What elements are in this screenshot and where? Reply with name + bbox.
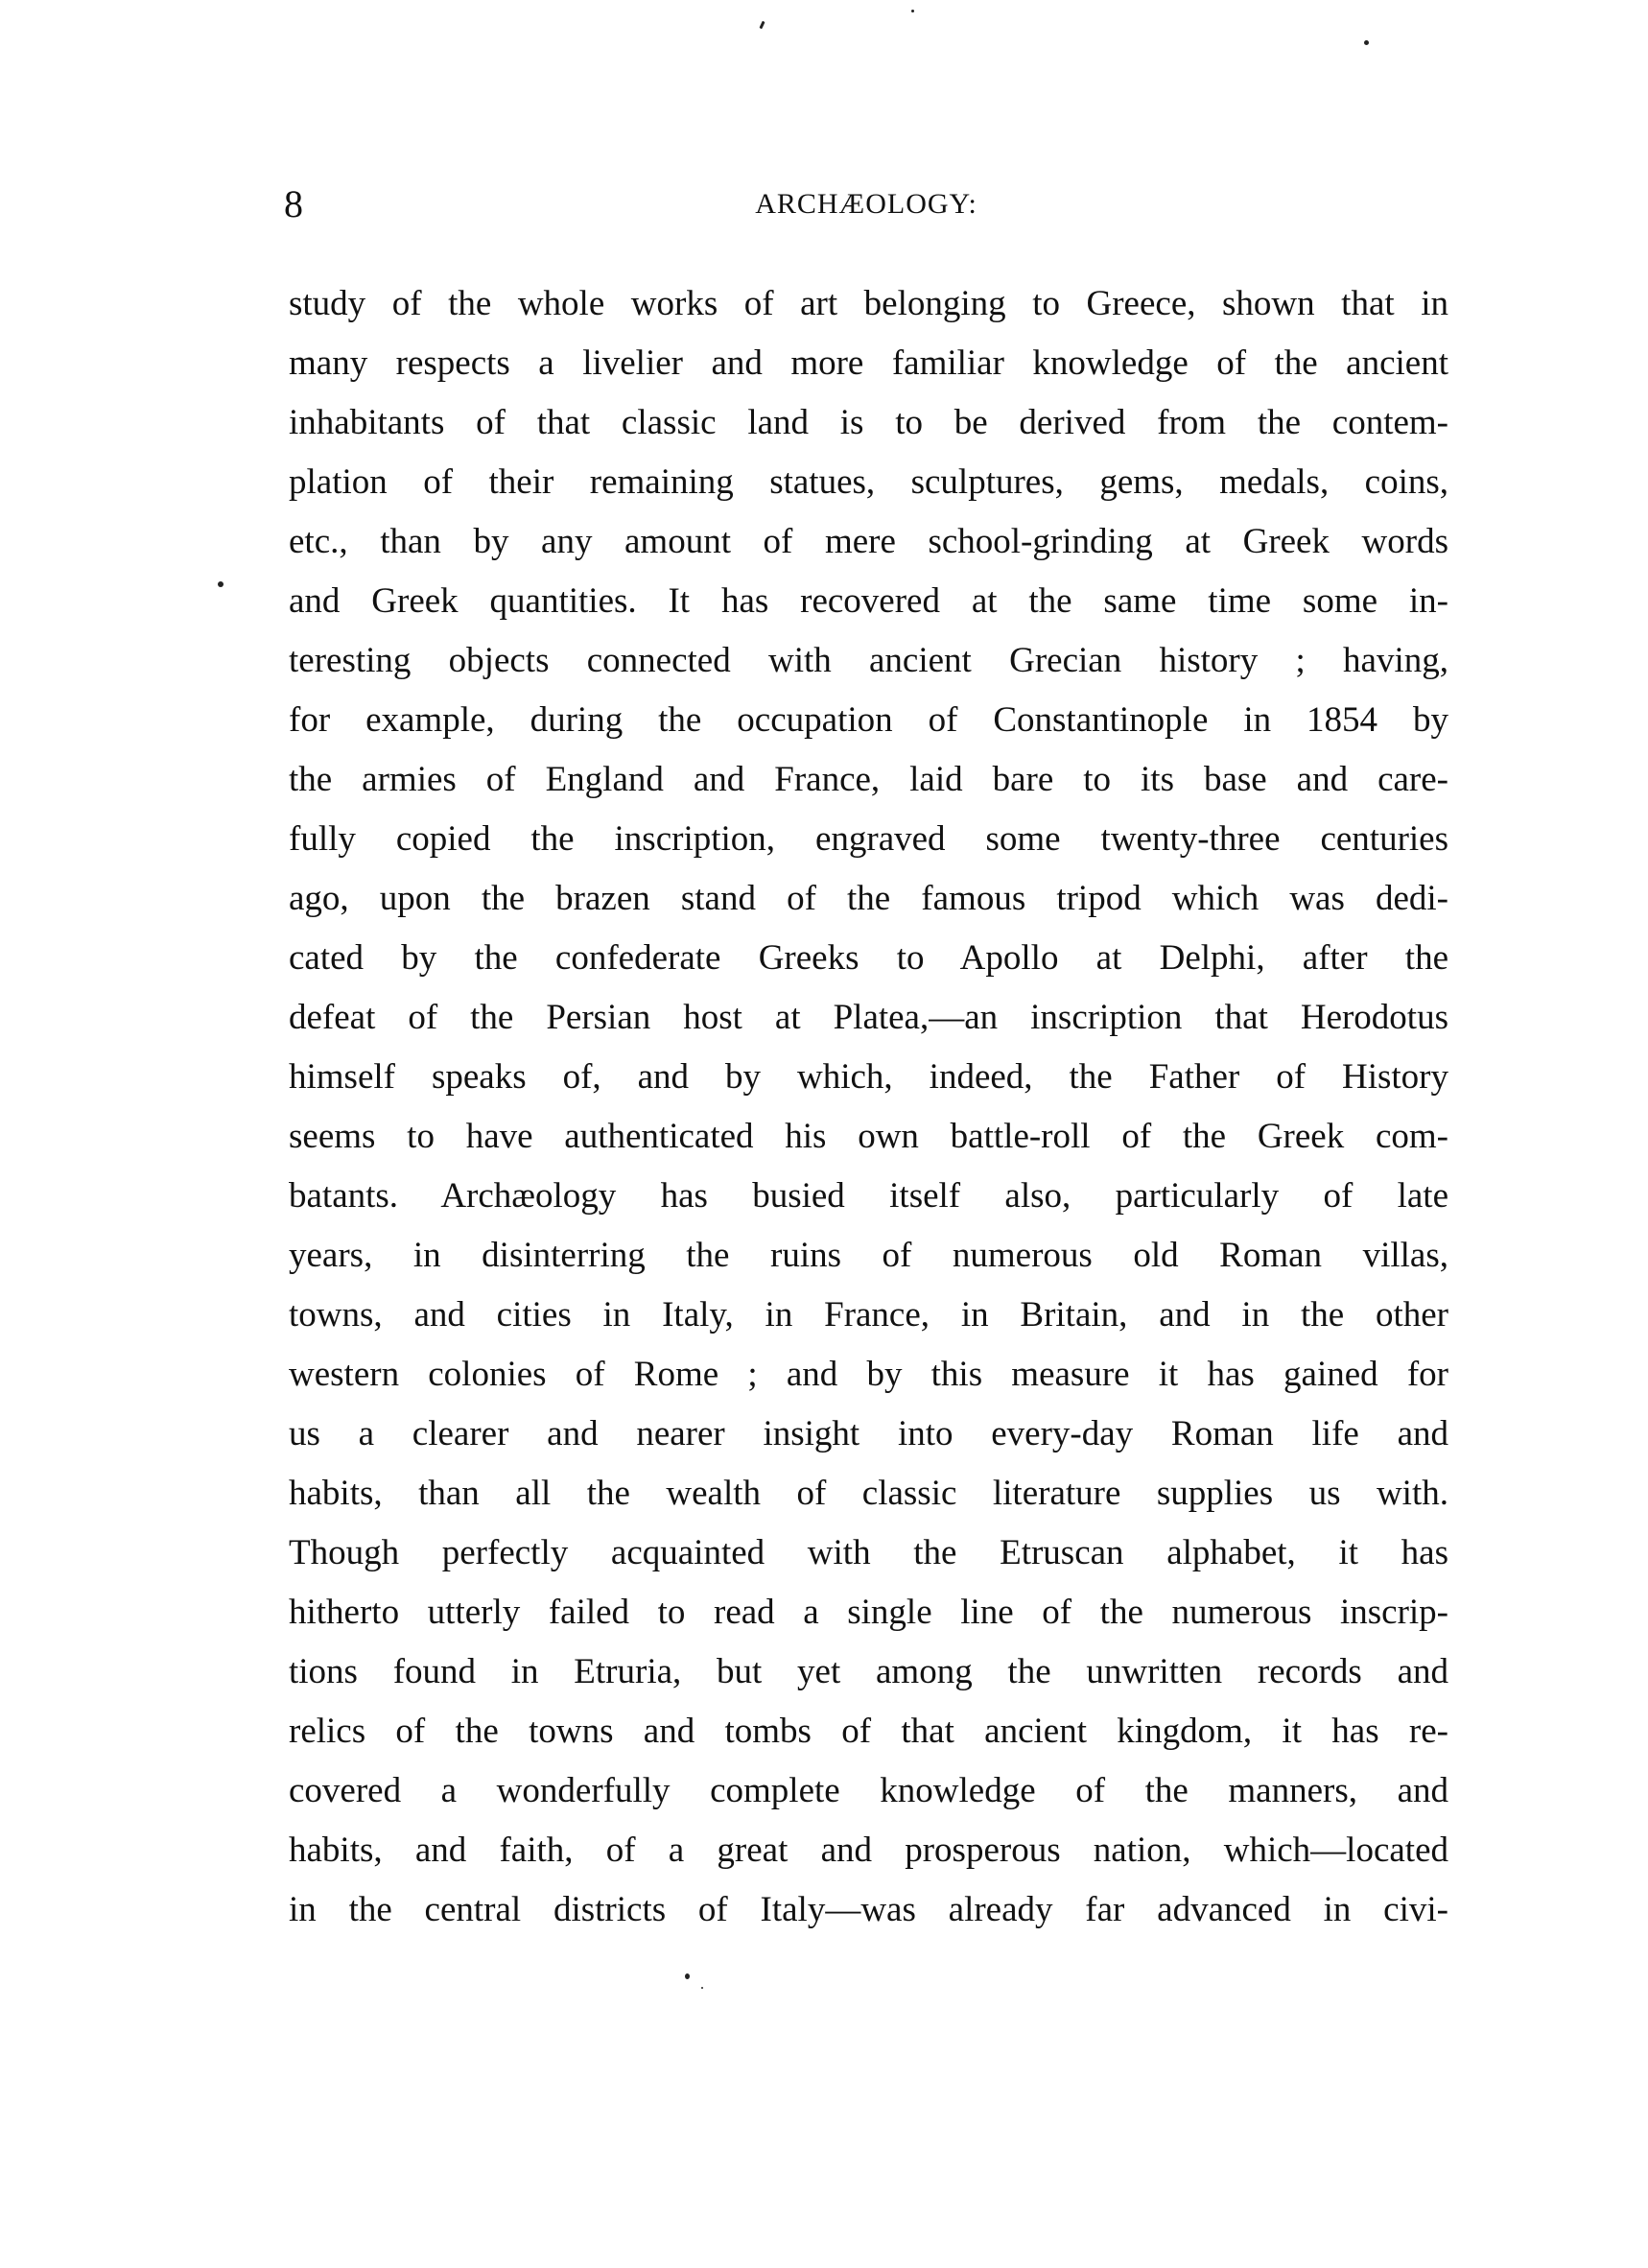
body-paragraph [289,274,1448,1940]
page-number: 8 [284,182,303,225]
text-line: years, in disinterring the ruins of numerous old Roman villas, [289,1236,1448,1275]
print-speck [1364,40,1369,45]
text-line: western colonies of Rome ; and by this measure it has gained for [289,1355,1448,1394]
text-line: many respects a livelier and more familiar knowledge of the ancient [289,343,1448,383]
text-line: Though perfectly acquainted with the Etruscan alphabet, it has [289,1533,1448,1572]
text-line: batants. Archæology has busied itself also, particularly of late [289,1176,1448,1216]
text-line: plation of their remaining statues, sculptures, gems, medals, coins, [289,462,1448,502]
text-line: inhabitants of that classic land is to be derived from the contem- [289,403,1448,442]
text-line: defeat of the Persian host at Platea,—an inscription that Herodotus [289,998,1448,1037]
text-line: relics of the towns and tombs of that ancient kingdom, it has re- [289,1712,1448,1751]
print-speck [218,581,224,587]
text-line: habits, and faith, of a great and prosperous nation, which—located [289,1831,1448,1870]
print-speck [911,10,914,12]
text-line: and Greek quantities. It has recovered at the same time some in- [289,581,1448,621]
text-line: ago, upon the brazen stand of the famous tripod which was dedi- [289,879,1448,918]
text-line: tions found in Etruria, but yet among the unwritten records and [289,1652,1448,1691]
text-line: covered a wonderfully complete knowledge of the manners, and [289,1771,1448,1810]
print-speck [685,1973,690,1979]
text-line: hitherto utterly failed to read a single line of the numerous inscrip- [289,1593,1448,1632]
text-line: himself speaks of, and by which, indeed, the Father of History [289,1057,1448,1097]
text-line: towns, and cities in Italy, in France, in Britain, and in the other [289,1295,1448,1335]
text-line: study of the whole works of art belonging to Greece, shown that in [289,284,1448,323]
text-line: etc., than by any amount of mere school-grinding at Greek words [289,522,1448,561]
text-line: fully copied the inscription, engraved some twenty-three centuries [289,819,1448,859]
text-line: habits, than all the wealth of classic literature supplies us with. [289,1474,1448,1513]
print-speck [759,21,765,30]
text-line: for example, during the occupation of Constantinople in 1854 by [289,700,1448,740]
text-line: in the central districts of Italy—was already far advanced in civi- [289,1890,1448,1929]
text-line: seems to have authenticated his own battle-roll of the Greek com- [289,1117,1448,1156]
page-header [284,180,1448,228]
text-line: the armies of England and France, laid bare to its base and care- [289,760,1448,799]
running-title: ARCHÆOLOGY: [755,188,977,220]
text-line: us a clearer and nearer insight into every-day Roman life and [289,1414,1448,1453]
print-speck [701,1987,703,1989]
text-line: teresting objects connected with ancient Grecian history ; having, [289,641,1448,680]
text-line: cated by the confederate Greeks to Apollo at Delphi, after the [289,938,1448,978]
